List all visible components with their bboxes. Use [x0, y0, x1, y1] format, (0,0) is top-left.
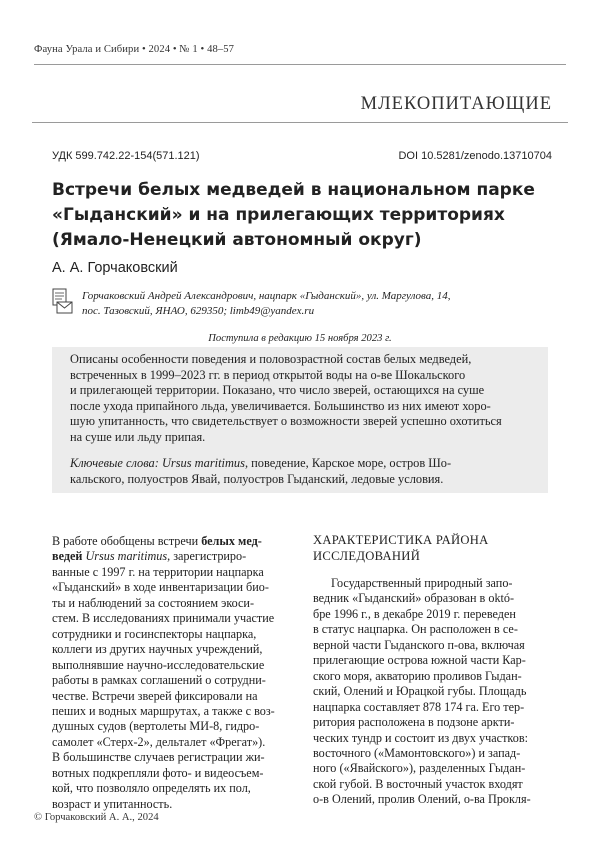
body-line: ритория расположена в подзоне аркти- — [313, 715, 515, 730]
body-line: ты и наблюдений за состоянием экоси- — [52, 595, 255, 610]
abstract-line: Описаны особенности поведения и половозрастной состав белых медведей, — [70, 352, 472, 366]
header-divider — [34, 64, 566, 65]
section-divider — [32, 122, 568, 123]
body-line: нацпарка составляет 878 174 га. Его тер- — [313, 699, 525, 714]
body-line — [52, 534, 302, 549]
body-fragment: В работе обобщены встречи — [52, 534, 202, 548]
keywords-line — [70, 456, 534, 472]
body-line: ской губой. В восточный участок входят — [313, 776, 523, 791]
abstract-line: после ухода припайного льда, увеличивается. Большинство из них имеют хоро- — [70, 398, 491, 413]
body-line: ванные с 1997 г. на территории нацпарка — [52, 564, 264, 579]
left-column-text — [52, 534, 302, 812]
body-line: ведник «Гыданский» образован в októ- — [313, 591, 515, 606]
section-heading — [313, 533, 563, 564]
copyright-notice: © Горчаковский А. А., 2024 — [34, 812, 159, 823]
section-title: МЛЕКОПИТАЮЩИЕ — [360, 94, 552, 114]
udk-code: УДК 599.742.22-154(571.121) — [52, 150, 200, 162]
article-title — [52, 178, 572, 253]
body-line: прилегающие острова южной части Кар- — [313, 653, 526, 668]
author-affiliation — [82, 289, 562, 318]
body-line: В большинстве случаев регистрации жи- — [52, 750, 265, 765]
affiliation-line: Горчаковский Андрей Александрович, нацпарк «Гыданский», ул. Маргулова, 14, — [82, 290, 451, 302]
journal-citation: Фауна Урала и Сибири • 2024 • № 1 • 48–57 — [34, 44, 235, 55]
body-latin-name: Ursus maritimus — [82, 549, 168, 564]
body-fragment: , зарегистриро- — [167, 549, 247, 564]
abstract-line: и прилегающей территории. Показано, что число зверей, остающихся на суше — [70, 383, 485, 398]
body-line: ский, Олений и Юрацкой губы. Площадь — [313, 684, 527, 699]
keywords-line: кальского, полуостров Явай, полуостров Гыданский, ледовые условия. — [70, 471, 444, 486]
doi-link[interactable]: DOI 10.5281/zenodo.13710704 — [398, 150, 552, 162]
body-line: пеших и водных маршрутах, а также с воз- — [52, 703, 275, 718]
received-date: Поступила в редакцию 15 ноября 2023 г. — [208, 333, 392, 344]
affiliation-envelope-icon — [52, 287, 74, 315]
title-line: «Гыданский» и на прилегающих территориях — [52, 205, 505, 225]
body-bold-term: белых мед- — [201, 534, 262, 548]
body-line: сотрудники и госинспекторы нацпарка, — [52, 626, 257, 641]
body-line: работы в рамках соглашений о сотрудни- — [52, 673, 266, 688]
body-line: душных судов (вертолеты МИ-8, гидро- — [52, 719, 260, 734]
abstract-line: на суше или льду припая. — [70, 429, 206, 444]
keywords-label: Ключевые слова: — [70, 456, 159, 470]
body-line: ческих тундр и состоит из двух участков: — [313, 730, 528, 745]
body-line: о-в Олений, пролив Олений, о-ва Прокля- — [313, 792, 531, 807]
title-line: Встречи белых медведей в национальном парке — [52, 180, 535, 200]
body-line: честве. Встречи зверей фиксировали на — [52, 688, 258, 703]
body-line: Государственный природный запо- — [331, 576, 513, 590]
body-line: ного («Явайского»), разделенных Гыдан- — [313, 761, 526, 776]
abstract-text — [70, 352, 534, 446]
affiliation-line: пос. Тазовский, ЯНАО, 629350; limb49@yandex.ru — [82, 304, 315, 317]
author-name: А. А. Горчаковский — [52, 260, 178, 276]
keywords-rest: , поведение, Карское море, остров Шо- — [244, 456, 452, 470]
body-line: стем. В исследованиях принимали участие — [52, 611, 275, 626]
body-line: коллеги из других научных учреждений, — [52, 642, 263, 657]
right-column-text — [313, 576, 561, 808]
body-line — [52, 549, 302, 564]
body-bold-term: ведей — [52, 549, 83, 564]
body-line: восточного («Мамонтовского») и запад- — [313, 745, 521, 760]
body-line: ского моря, акваторию проливов Гыдан- — [313, 668, 522, 683]
heading-line: ИССЛЕДОВАНИЙ — [313, 548, 421, 563]
body-line: выполнявшие научно-исследовательские — [52, 657, 265, 672]
abstract-line: встреченных в 1999–2023 гг. в период открытой воды на о-ве Шокальского — [70, 367, 466, 382]
abstract-line: шую упитанность, что свидетельствует о возможности зверей успешно охотиться — [70, 414, 502, 429]
keywords — [70, 456, 534, 487]
heading-line: ХАРАКТЕРИСТИКА РАЙОНА — [313, 533, 489, 547]
body-line: вотных подкрепляли фото- и видеосъем- — [52, 765, 264, 780]
body-line: «Гыданский» в ходе инвентаризации био- — [52, 580, 269, 595]
keywords-latin: Ursus maritimus — [161, 456, 245, 470]
body-line: кой, что позволяло определять их пол, — [52, 781, 251, 796]
body-line: бре 1996 г., в декабре 2019 г. переведен — [313, 606, 516, 621]
title-line: (Ямало-Ненецкий автономный округ) — [52, 230, 422, 250]
body-line: самолет «Стерх-2», дельталет «Фрегат»). — [52, 734, 266, 749]
body-line: в статус нацпарка. Он расположен в се- — [313, 622, 518, 637]
body-line: возраст и упитанность. — [52, 796, 173, 811]
body-line: верной части Гыданского п-ова, включая — [313, 637, 525, 652]
